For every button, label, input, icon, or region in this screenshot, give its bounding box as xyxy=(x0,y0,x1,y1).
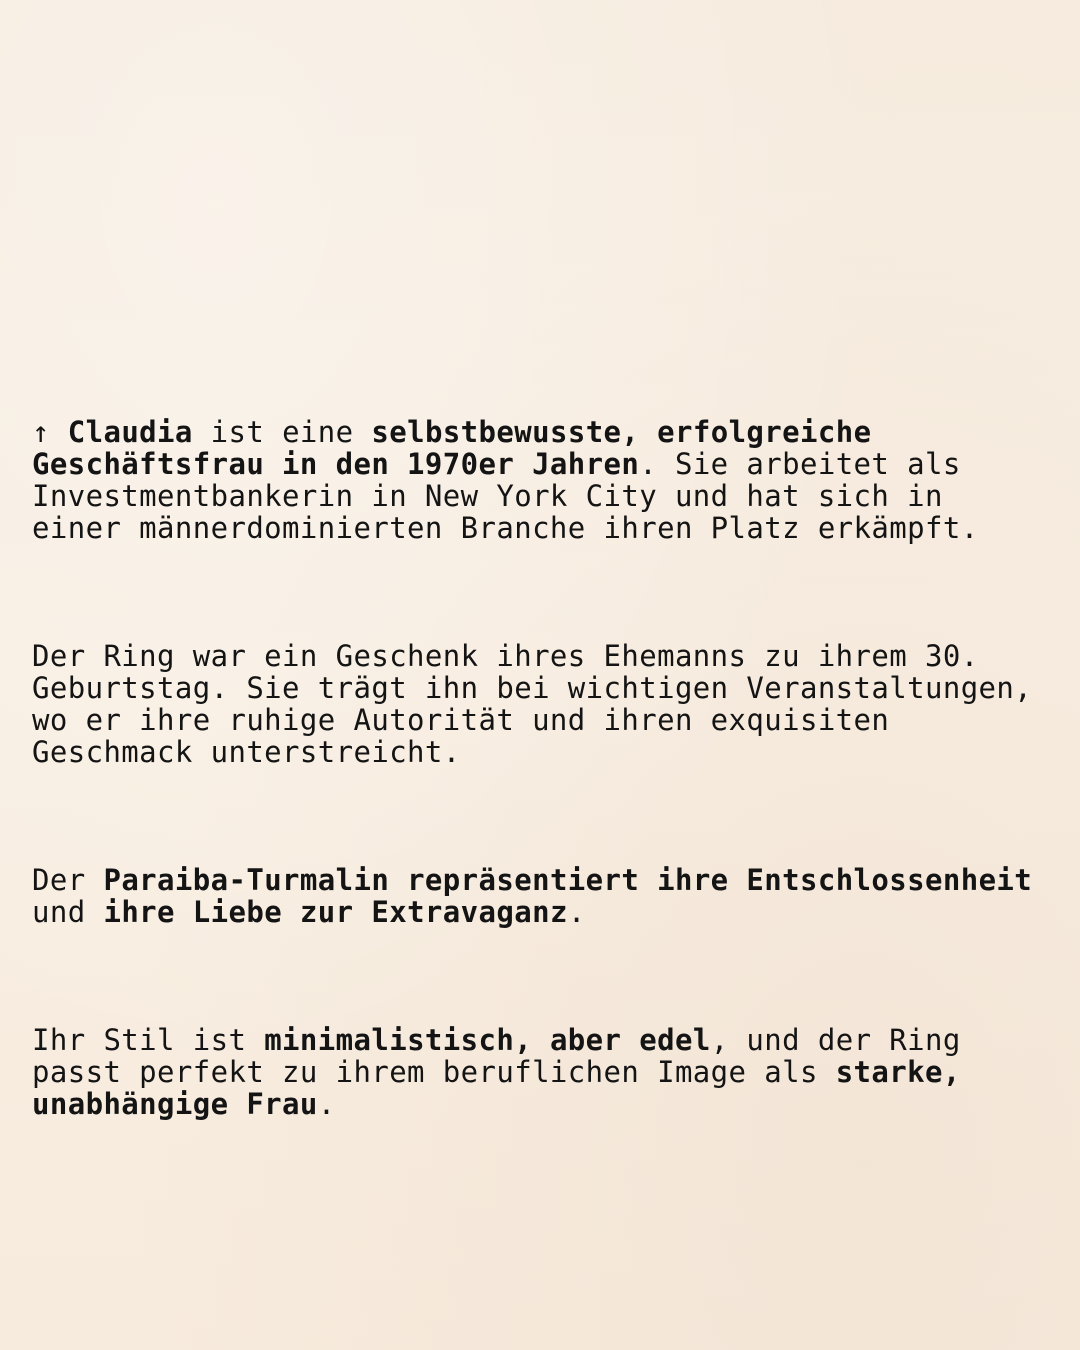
tourmaline-text-2: und xyxy=(32,863,1051,929)
style-text-1: Ihr Stil ist xyxy=(32,1023,265,1057)
style-text-3: . xyxy=(317,1087,336,1121)
name-claudia: Claudia xyxy=(67,415,193,449)
paragraph-tourmaline xyxy=(32,863,1051,929)
intro-text-2: . Sie arbeitet als Investmentbankerin in New York City und hat sich in einer männerdominierten Branche ihren Platz erkämpft. xyxy=(32,447,979,545)
paragraph-style xyxy=(32,1024,1042,1120)
tourmaline-highlight-2: ihre Liebe zur Extravaganz xyxy=(103,895,568,929)
paragraph-ring-gift xyxy=(32,639,1051,769)
ring-gift-text: Der Ring war ein Geschenk ihres Ehemanns zu ihrem 30. Geburtstag. Sie trägt ihn bei wichtigen Veranstaltungen, wo er ihre ruhige Autorität und ihren exquisiten Geschmack unterstreicht. xyxy=(32,639,1051,769)
tourmaline-highlight-1: Paraiba-Turmalin repräsentiert ihre Entschlossenheit xyxy=(103,863,1033,897)
arrow-up-icon: ↑ xyxy=(32,415,68,449)
style-text-2: , und der Ring passt perfekt zu ihrem beruflichen Image als xyxy=(32,1023,979,1089)
story-text xyxy=(32,352,1051,1184)
style-highlight-2: starke, unabhängige Frau xyxy=(32,1055,979,1121)
tourmaline-text-1: Der xyxy=(32,863,104,897)
tourmaline-text-3: . xyxy=(567,895,586,929)
paragraph-intro xyxy=(32,416,1042,544)
intro-text-1: ist eine xyxy=(192,415,372,449)
intro-highlight: selbstbewusste, erfolgreiche Geschäftsfrau in den 1970er Jahren xyxy=(32,415,890,481)
style-highlight-1: minimalistisch, aber edel xyxy=(264,1023,711,1057)
